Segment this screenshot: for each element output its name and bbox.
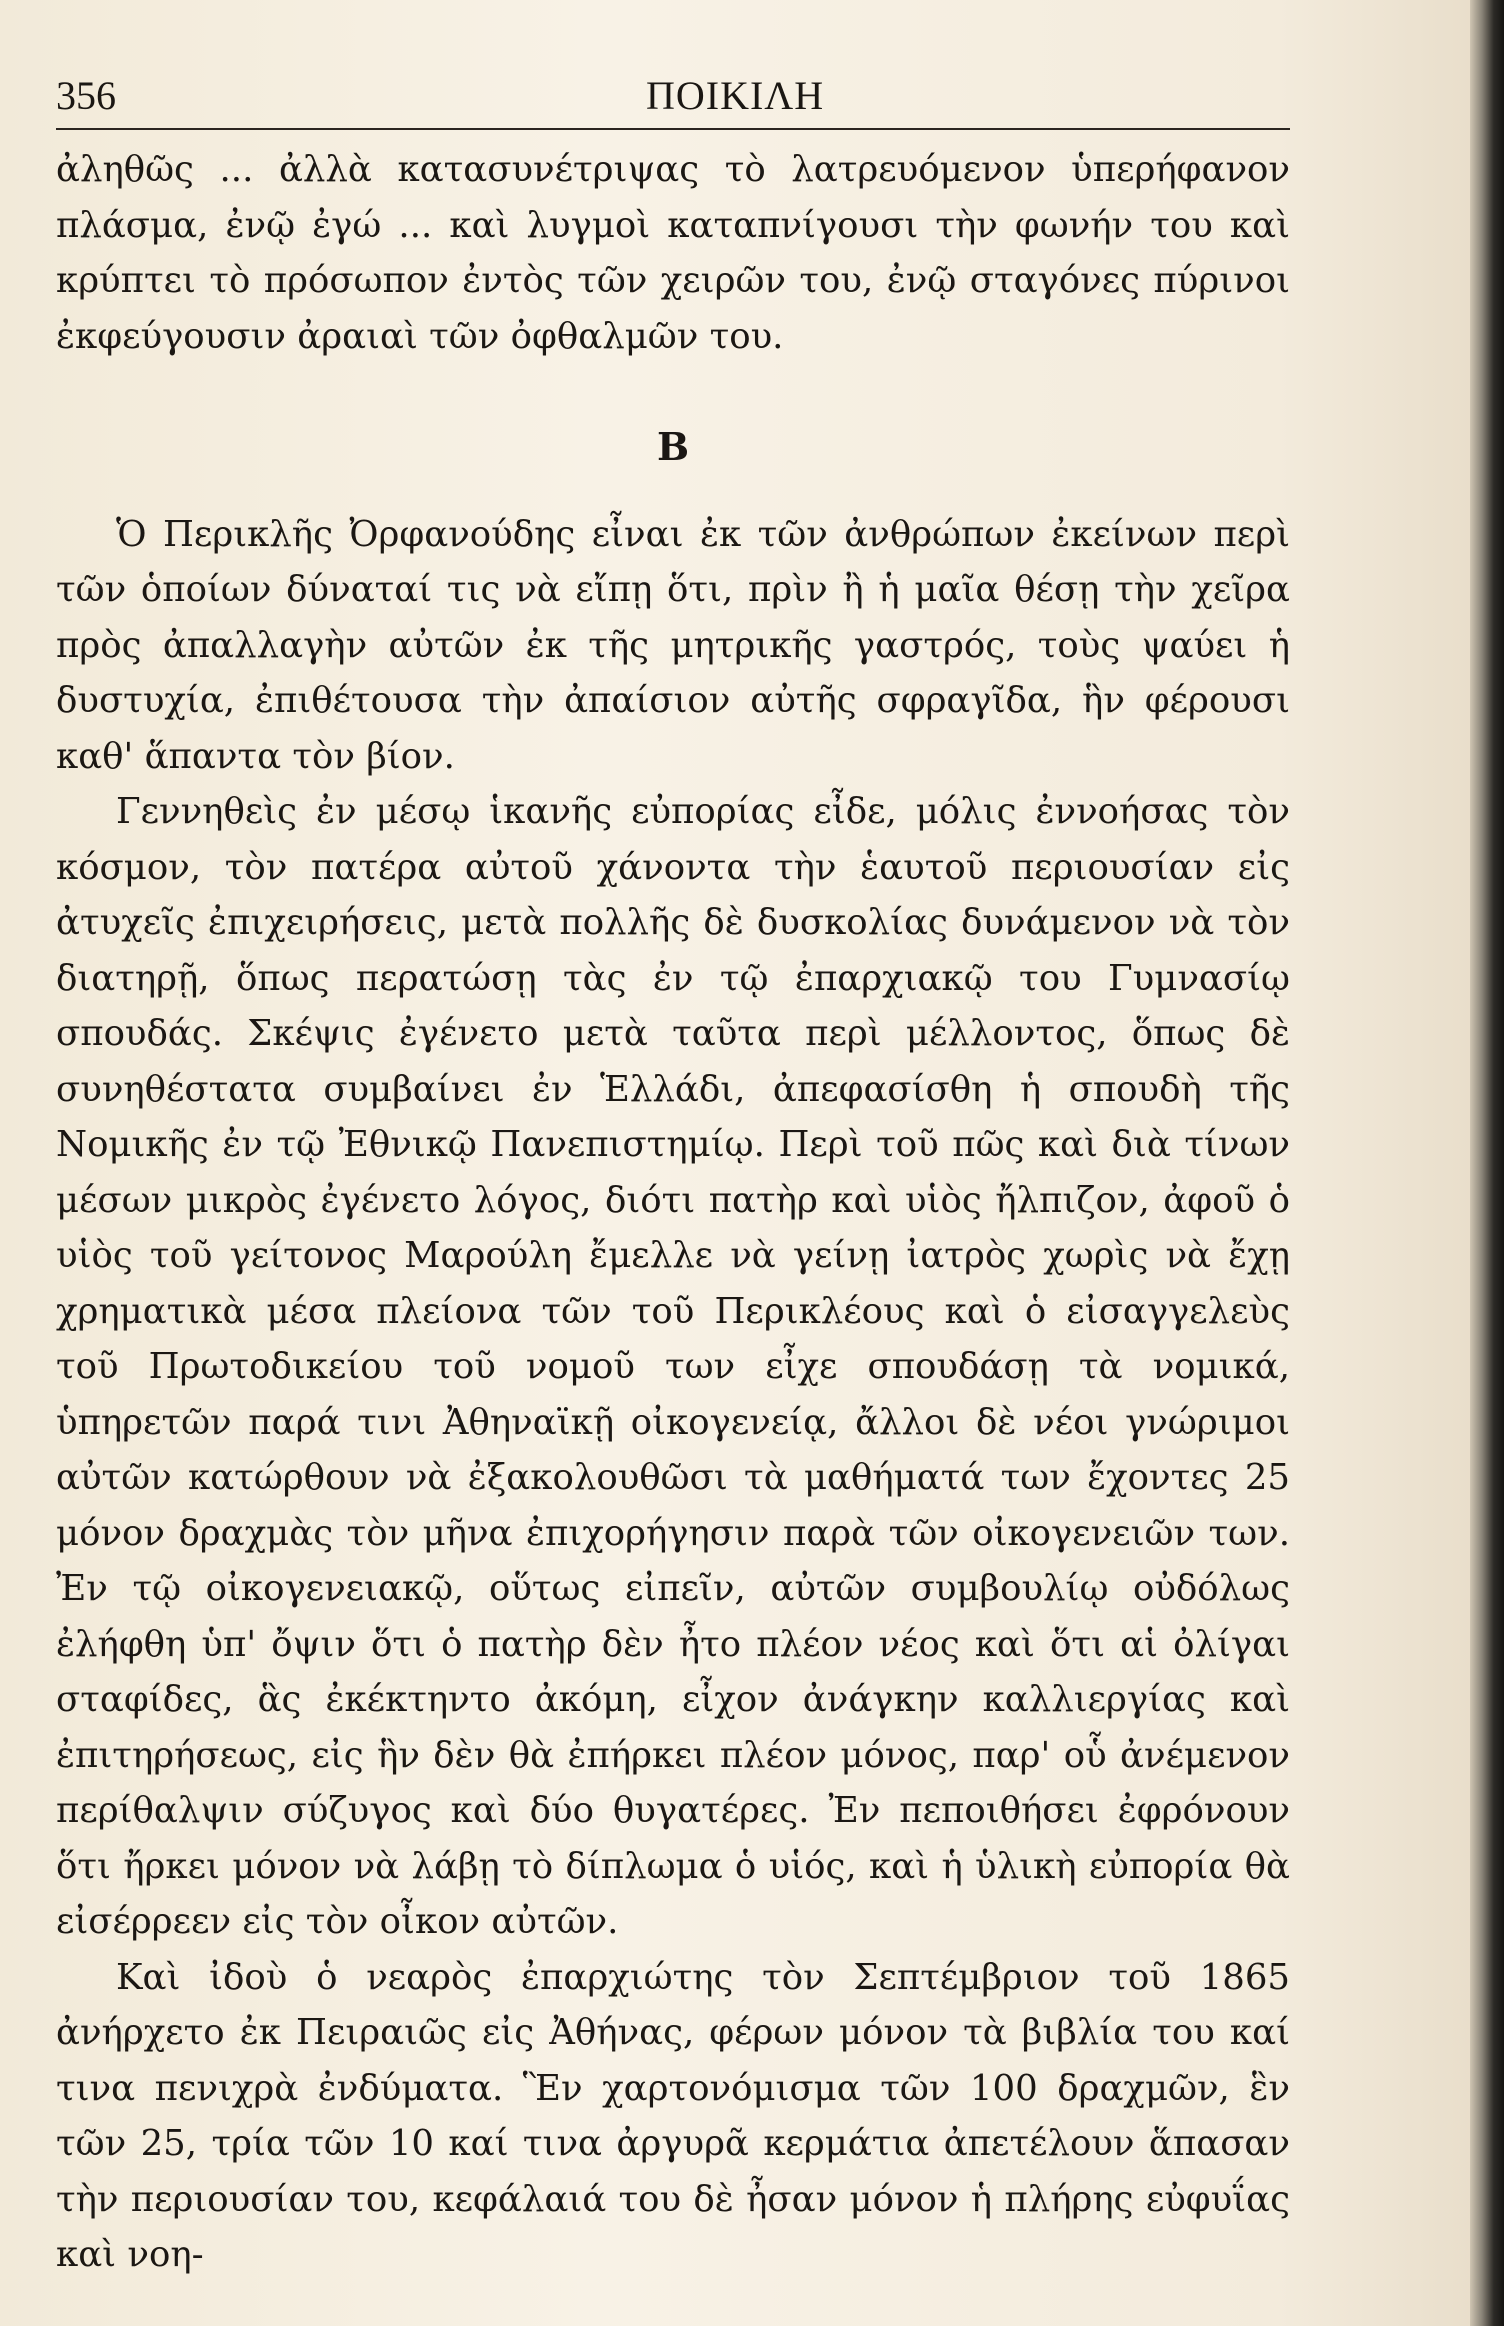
section-marker: Β: [656, 424, 690, 469]
page-number: 356: [56, 73, 116, 118]
paragraph-continuation: ἀληθῶς ... ἀλλὰ κατασυνέτριψας τὸ λατρευόμενον ὑπερήφανον πλάσμα, ἐνῷ ἐγώ ... καὶ λυγμοὶ καταπνίγουσι τὴν φωνήν του καὶ κρύπτει τὸ πρόσωπον ἐντὸς τῶν χειρῶν του, ἐνῷ σταγόνες πύρινοι ἐκφεύγουσιν ἀραιαὶ τῶν ὀφθαλμῶν του.: [56, 149, 1290, 357]
header-rule: [56, 128, 1290, 130]
scan-binding-shadow: [1470, 0, 1504, 2326]
body-text: [56, 142, 1290, 2283]
paragraph: Ὁ Περικλῆς Ὀρφανούδης εἶναι ἐκ τῶν ἀνθρώπων ἐκείνων περὶ τῶν ὁποίων δύναταί τις νὰ εἴπῃ ὅτι, πρὶν ἢ ἡ μαῖα θέσῃ τὴν χεῖρα πρὸς ἀπαλλαγὴν αὐτῶν ἐκ τῆς μητρικῆς γαστρός, τοὺς ψαύει ἡ δυστυχία, ἐπιθέτουσα τὴν ἀπαίσιον αὐτῆς σφραγῖδα, ἣν φέρουσι καθ' ἅπαντα τὸν βίον.: [56, 513, 1290, 777]
running-title: ΠΟΙΚΙΛΗ: [646, 73, 825, 118]
paragraph: Γεννηθεὶς ἐν μέσῳ ἱκανῆς εὐπορίας εἶδε, μόλις ἐννοήσας τὸν κόσμον, τὸν πατέρα αὐτοῦ χάνοντα τὴν ἑαυτοῦ περιουσίαν εἰς ἀτυχεῖς ἐπιχειρήσεις, μετὰ πολλῆς δὲ δυσκολίας δυνάμενον νὰ τὸν διατηρῇ, ὅπως περατώσῃ τὰς ἐν τῷ ἐπαρχιακῷ του Γυμνασίῳ σπουδάς. Σκέψις ἐγένετο μετὰ ταῦτα περὶ μέλλοντος, ὅπως δὲ συνηθέστατα συμβαίνει ἐν Ἑλλάδι, ἀπεφασίσθη ἡ σπουδὴ τῆς Νομικῆς ἐν τῷ Ἐθνικῷ Πανεπιστημίῳ. Περὶ τοῦ πῶς καὶ διὰ τίνων μέσων μικρὸς ἐγένετο λόγος, διότι πατὴρ καὶ υἱὸς ἤλπιζον, ἀφοῦ ὁ υἱὸς τοῦ γείτονος Μαρούλη ἔμελλε νὰ γείνῃ ἰατρὸς χωρὶς νὰ ἔχῃ χρηματικὰ μέσα πλείονα τῶν τοῦ Περικλέους καὶ ὁ εἰσαγγελεὺς τοῦ Πρωτοδικείου τοῦ νομοῦ των εἶχε σπουδάσῃ τὰ νομικά, ὑπηρετῶν παρά τινι Ἀθηναϊκῇ οἰκογενείᾳ, ἄλλοι δὲ νέοι γνώριμοι αὐτῶν κατώρθουν νὰ ἐξακολουθῶσι τὰ μαθήματά των ἔχοντες 25 μόνον δραχμὰς τὸν μῆνα ἐπιχορήγησιν παρὰ τῶν οἰκογενειῶν των. Ἐν τῷ οἰκογενειακῷ, οὕτως εἰπεῖν, αὐτῶν συμβουλίῳ οὐδόλως ἐλήφθη ὑπ' ὄψιν ὅτι ὁ πατὴρ δὲν ἦτο πλέον νέος καὶ ὅτι αἱ ὀλίγαι σταφίδες, ἃς ἐκέκτηντο ἀκόμη, εἶχον ἀνάγκην καλλιεργίας καὶ ἐπιτηρήσεως, εἰς ἣν δὲν θὰ ἐπήρκει πλέον μόνος, παρ' οὗ ἀνέμενον περίθαλψιν σύζυγος καὶ δύο θυγατέρες. Ἐν πεποιθήσει ἐφρόνουν ὅτι ἤρκει μόνον νὰ λάβῃ τὸ δίπλωμα ὁ υἱός, καὶ ἡ ὑλικὴ εὐπορία θὰ εἰσέρρεεν εἰς τὸν οἶκον αὐτῶν.: [56, 791, 1290, 1942]
paragraph: Καὶ ἰδοὺ ὁ νεαρὸς ἐπαρχιώτης τὸν Σεπτέμβριον τοῦ 1865 ἀνήρχετο ἐκ Πειραιῶς εἰς Ἀθήνας, φέρων μόνον τὰ βιβλία του καί τινα πενιχρὰ ἐνδύματα. Ἓν χαρτονόμισμα τῶν 100 δραχμῶν, ἓν τῶν 25, τρία τῶν 10 καί τινα ἀργυρᾶ κερμάτια ἀπετέλουν ἅπασαν τὴν περιουσίαν του, κεφάλαιά του δὲ ἦσαν μόνον ἡ πλήρης εὐφυΐας καὶ νοη-: [56, 1956, 1290, 2275]
page-header: [56, 64, 1290, 128]
